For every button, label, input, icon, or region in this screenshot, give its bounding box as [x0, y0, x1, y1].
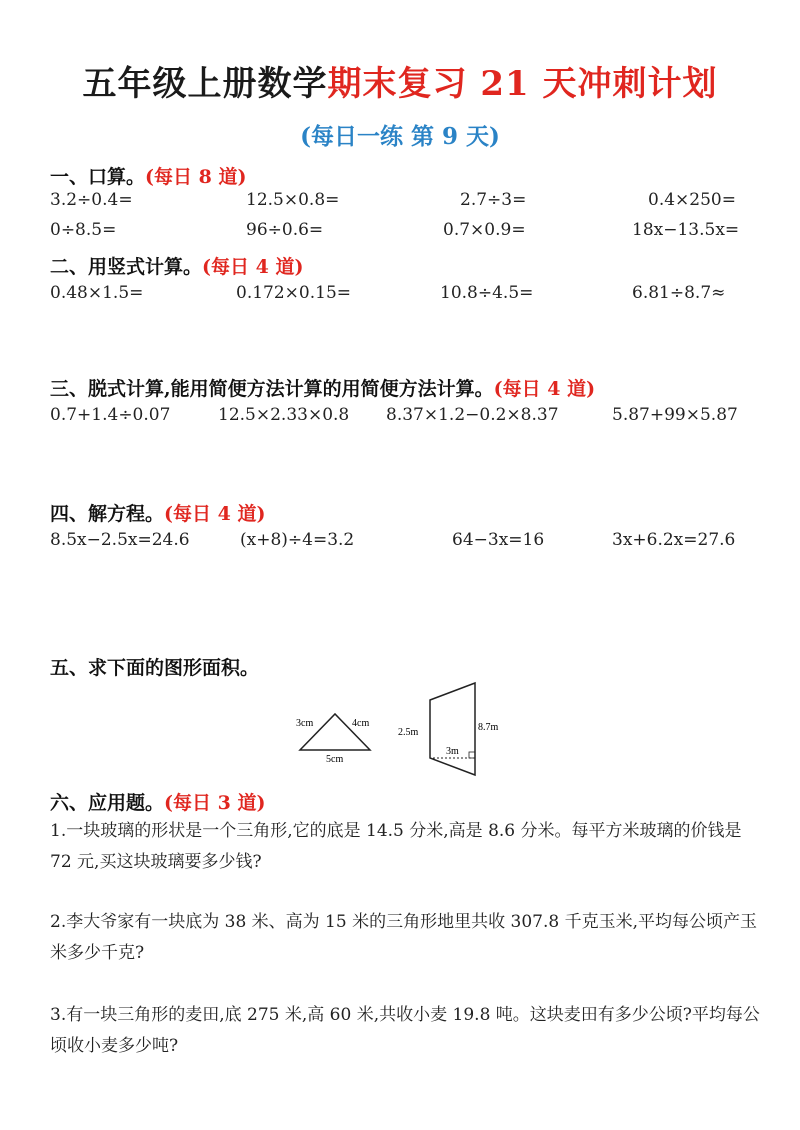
problem: 3.2÷0.4=: [50, 190, 133, 210]
problem: 0.48×1.5=: [50, 283, 144, 303]
problem: 0.7×0.9=: [443, 220, 526, 240]
word-problem-3: 3.有一块三角形的麦田,底 275 米,高 60 米,共收小麦 19.8 吨。这块麦田有多少公顷?平均每公顷收小麦多少吨?: [50, 1005, 760, 1056]
page-subtitle: (每日一练 第 9 天): [300, 123, 500, 150]
problem: 18x−13.5x=: [632, 220, 740, 240]
problem: 10.8÷4.5=: [440, 283, 534, 303]
section-1-row-2: [0, 220, 800, 244]
problem: 0÷8.5=: [50, 220, 117, 240]
section-5-heading: 五、求下面的图形面积。: [50, 657, 260, 679]
trapezoid-right-label: 8.7m: [478, 722, 499, 733]
section-4-row-1: [0, 530, 800, 554]
problem: 96÷0.6=: [246, 220, 324, 240]
right-angle-mark: [469, 752, 475, 758]
section-4-heading: 四、解方程。(每日 4 道): [50, 503, 266, 525]
problem: 8.5x−2.5x=24.6: [50, 530, 190, 550]
trapezoid-figure: [398, 683, 499, 775]
section-2-row-1: [0, 283, 800, 307]
title-main: 五年级上册数学: [82, 64, 328, 104]
area-figures: [280, 680, 520, 780]
section-1-row-1: [0, 190, 800, 214]
section-1-heading: 一、口算。(每日 8 道): [50, 166, 247, 188]
triangle-figure: [296, 714, 370, 765]
problem: 0.4×250=: [648, 190, 736, 210]
problem: 12.5×0.8=: [246, 190, 340, 210]
section-3-heading: 三、脱式计算,能用简便方法计算的用简便方法计算。(每日 4 道): [50, 378, 596, 400]
problem: 3x+6.2x=27.6: [612, 530, 736, 550]
trapezoid-shape: [430, 683, 475, 775]
problem: 0.7+1.4÷0.07: [50, 405, 171, 425]
triangle-left-label: 3cm: [296, 718, 314, 729]
problem: 6.81÷8.7≈: [632, 283, 726, 303]
triangle-base-label: 5cm: [326, 754, 344, 765]
section-6-heading: 六、应用题。(每日 3 道): [50, 792, 266, 814]
problem: 64−3x=16: [452, 530, 545, 550]
problem: 12.5×2.33×0.8: [218, 405, 350, 425]
title-highlight: 期末复习 21 天冲刺计划: [327, 64, 718, 104]
trapezoid-left-label: 2.5m: [398, 727, 419, 738]
page-title: [0, 56, 800, 105]
triangle-right-label: 4cm: [352, 718, 370, 729]
trapezoid-bottom-label: 3m: [446, 746, 459, 757]
word-problem-1: 1.一块玻璃的形状是一个三角形,它的底是 14.5 分米,高是 8.6 分米。每平方米玻璃的价钱是 72 元,买这块玻璃要多少钱?: [50, 821, 742, 872]
problem: 0.172×0.15=: [236, 283, 352, 303]
problem: 8.37×1.2−0.2×8.37: [386, 405, 559, 425]
section-2-heading: 二、用竖式计算。(每日 4 道): [50, 256, 304, 278]
problem: 5.87+99×5.87: [612, 405, 738, 425]
problem: 2.7÷3=: [460, 190, 527, 210]
section-3-row-1: [0, 405, 800, 429]
word-problem-2: 2.李大爷家有一块底为 38 米、高为 15 米的三角形地里共收 307.8 千克玉米,平均每公顷产玉米多少千克?: [50, 912, 757, 963]
problem: (x+8)÷4=3.2: [240, 530, 355, 550]
